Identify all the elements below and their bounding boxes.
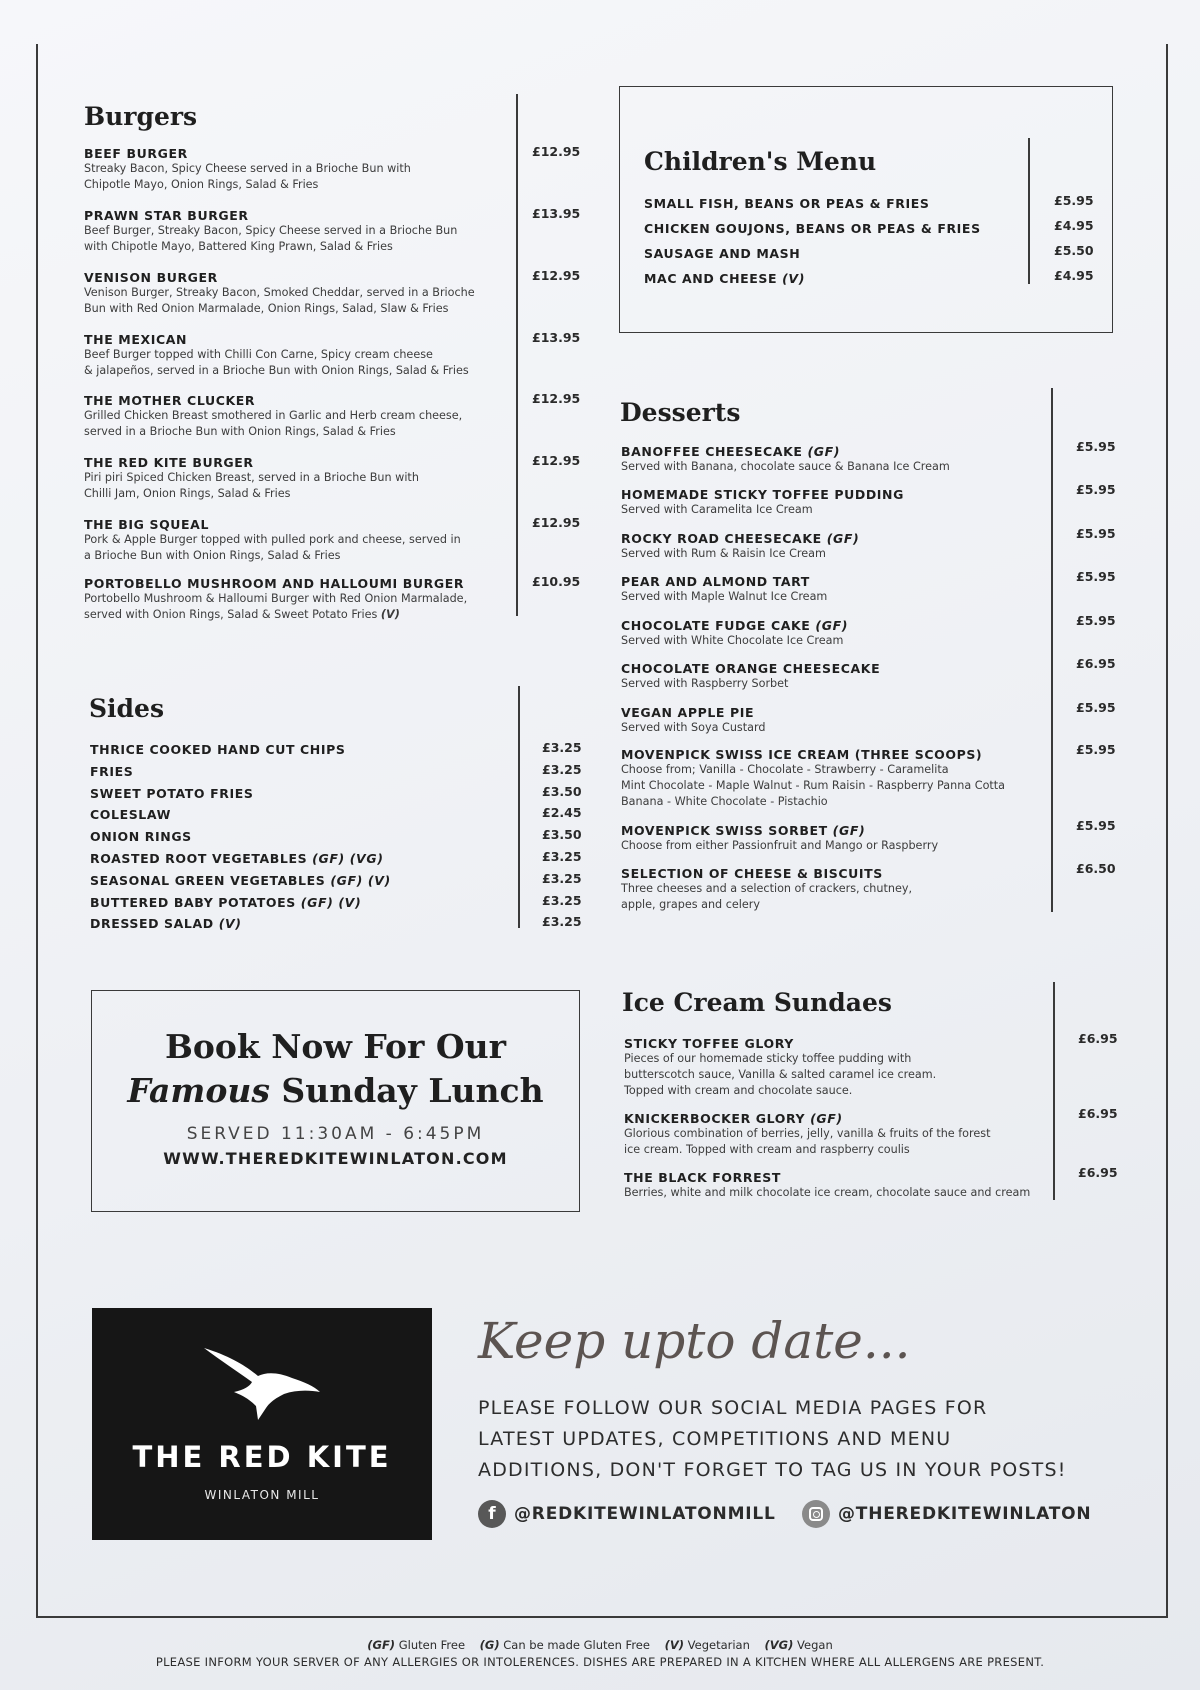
- item-desc: Berries, white and milk chocolate ice cream, chocolate sauce and cream: [624, 1186, 1031, 1199]
- menu-item: [84, 455, 419, 502]
- menu-item: [624, 1111, 990, 1158]
- side-item: [90, 742, 345, 757]
- item-price: £6.50: [1076, 861, 1116, 876]
- item-price: £6.95: [1078, 1031, 1118, 1046]
- kids-price: £4.95: [1054, 218, 1094, 233]
- item-desc: [84, 301, 475, 317]
- item-desc: Grilled Chicken Breast smothered in Garlic and Herb cream cheese,: [84, 409, 463, 422]
- item-name-row: [621, 531, 859, 546]
- item-name: ROCKY ROAD CHEESECAKE: [621, 531, 822, 546]
- item-desc: Choose from; Vanilla - Chocolate - Strawberry - Caramelita: [621, 763, 949, 776]
- menu-item: [84, 208, 457, 255]
- kids-price: £4.95: [1054, 268, 1094, 283]
- promo-famous: Famous: [127, 1071, 270, 1110]
- kids-name: MAC AND CHEESE: [644, 271, 778, 286]
- item-price: £6.95: [1078, 1165, 1118, 1180]
- item-name: THE MOTHER CLUCKER: [84, 393, 256, 408]
- menu-item: [621, 747, 1005, 810]
- promo-sunday-lunch: Sunday Lunch: [269, 1071, 544, 1110]
- item-price: £10.95: [532, 574, 581, 589]
- promo-line1: Book Now For Our: [165, 1027, 506, 1066]
- dietary-tag: (GF): [815, 618, 849, 633]
- item-name-row: [621, 661, 880, 676]
- item-price: £12.95: [532, 453, 581, 468]
- item-price: £12.95: [532, 515, 581, 530]
- menu-item: [621, 705, 766, 736]
- kids-name: CHICKEN GOUJONS, BEANS OR PEAS & FRIES: [644, 221, 981, 236]
- menu-item: [621, 487, 904, 518]
- side-price: £3.25: [542, 740, 582, 755]
- side-name: COLESLAW: [90, 807, 171, 822]
- item-price: £6.95: [1078, 1106, 1118, 1121]
- item-desc: Served with Raspberry Sorbet: [621, 677, 789, 690]
- facebook-link[interactable]: [478, 1500, 776, 1528]
- red-kite-logo: [92, 1308, 432, 1540]
- item-desc-text: with Chipotle Mayo, Battered King Prawn, Salad & Fries: [84, 240, 393, 253]
- item-desc: [84, 424, 462, 440]
- item-name: PRAWN STAR BURGER: [84, 208, 249, 223]
- instagram-link[interactable]: [802, 1500, 1091, 1528]
- item-desc-text: a Brioche Bun with Onion Rings, Salad & Fries: [84, 549, 341, 562]
- item-desc: [84, 177, 411, 193]
- item-desc: Mint Chocolate - Maple Walnut - Rum Raisin - Raspberry Panna Cotta: [621, 779, 1006, 792]
- allergen-key: [0, 1638, 1200, 1652]
- sundaes-heading: Ice Cream Sundaes: [622, 988, 892, 1017]
- item-price: £5.95: [1076, 439, 1116, 454]
- dietary-tag: (GF) (VG): [312, 851, 384, 866]
- menu-item: [84, 146, 411, 193]
- item-price: £13.95: [532, 206, 581, 221]
- item-name: PEAR AND ALMOND TART: [621, 574, 810, 589]
- menu-item: [621, 866, 912, 913]
- item-name-row: [624, 1036, 936, 1051]
- item-name: CHOCOLATE ORANGE CHEESECAKE: [621, 661, 881, 676]
- item-name: VEGAN APPLE PIE: [621, 705, 755, 720]
- kids-name: SMALL FISH, BEANS OR PEAS & FRIES: [644, 196, 930, 211]
- item-desc: Glorious combination of berries, jelly, vanilla & fruits of the forest: [624, 1127, 991, 1140]
- item-name: PORTOBELLO MUSHROOM AND HALLOUMI BURGER: [84, 576, 465, 591]
- item-name-row: [621, 705, 766, 720]
- key-v-tag: (V): [664, 1638, 684, 1652]
- item-name: MOVENPICK SWISS ICE CREAM (THREE SCOOPS): [621, 747, 983, 762]
- item-name-row: [624, 1170, 1030, 1185]
- keep-up-to-date: Keep upto date...: [478, 1312, 911, 1370]
- menu-item: [621, 823, 938, 854]
- dietary-tag: (GF): [807, 444, 841, 459]
- item-desc-text: served in a Brioche Bun with Onion Rings, Salad & Fries: [84, 425, 396, 438]
- menu-item: [84, 517, 461, 564]
- item-price: £5.95: [1076, 818, 1116, 833]
- side-price: £3.50: [542, 784, 582, 799]
- item-desc: Served with Caramelita Ice Cream: [621, 503, 813, 516]
- side-item: [90, 807, 171, 822]
- item-desc: ice cream. Topped with cream and raspberry coulis: [624, 1143, 910, 1156]
- item-name: THE BLACK FORREST: [624, 1170, 781, 1185]
- item-name: BEEF BURGER: [84, 146, 188, 161]
- childrens-divider: [1028, 138, 1030, 284]
- item-name-row: [621, 823, 938, 838]
- item-desc: [84, 486, 419, 502]
- side-name: THRICE COOKED HAND CUT CHIPS: [90, 742, 346, 757]
- item-name-row: [621, 574, 827, 589]
- item-name: STICKY TOFFEE GLORY: [624, 1036, 794, 1051]
- brand-name: THE RED KITE: [132, 1440, 392, 1474]
- instagram-handle: @THEREDKITEWINLATON: [838, 1504, 1092, 1524]
- kite-bird-icon: [200, 1342, 324, 1422]
- promo-url[interactable]: WWW.THEREDKITEWINLATON.COM: [163, 1149, 508, 1168]
- dietary-tag: (GF): [826, 531, 860, 546]
- menu-item: [624, 1170, 1030, 1201]
- item-name: KNICKERBOCKER GLORY: [624, 1111, 806, 1126]
- item-desc: [84, 607, 467, 623]
- item-price: £13.95: [532, 330, 581, 345]
- item-desc-text: Bun with Red Onion Marmalade, Onion Rings, Salad, Slaw & Fries: [84, 302, 449, 315]
- item-name-row: [621, 444, 950, 459]
- item-desc: Portobello Mushroom & Halloumi Burger with Red Onion Marmalade,: [84, 592, 468, 605]
- side-name: ROASTED ROOT VEGETABLES: [90, 851, 308, 866]
- item-desc: apple, grapes and celery: [621, 898, 760, 911]
- item-price: £5.95: [1076, 700, 1116, 715]
- follow-line1: PLEASE FOLLOW OUR SOCIAL MEDIA PAGES FOR: [478, 1397, 988, 1419]
- side-name: SWEET POTATO FRIES: [90, 786, 254, 801]
- facebook-icon: f: [478, 1500, 506, 1528]
- item-name: VENISON BURGER: [84, 270, 218, 285]
- key-g-tag: (G): [479, 1638, 500, 1652]
- menu-item: [84, 270, 475, 317]
- side-item: [90, 829, 192, 844]
- dietary-tag: (V): [782, 271, 806, 286]
- item-name: BANOFFEE CHEESECAKE: [621, 444, 803, 459]
- side-price: £3.25: [542, 871, 582, 886]
- item-desc: Served with Maple Walnut Ice Cream: [621, 590, 828, 603]
- side-name: ONION RINGS: [90, 829, 192, 844]
- side-item: [90, 851, 384, 866]
- facebook-handle: @REDKITEWINLATONMILL: [514, 1504, 776, 1524]
- kids-price: £5.50: [1054, 243, 1094, 258]
- item-desc: butterscotch sauce, Vanilla & salted caramel ice cream.: [624, 1068, 937, 1081]
- item-desc: Banana - White Chocolate - Pistachio: [621, 795, 828, 808]
- item-desc-text: Chipotle Mayo, Onion Rings, Salad & Fries: [84, 178, 319, 191]
- item-price: £12.95: [532, 391, 581, 406]
- item-name: THE MEXICAN: [84, 332, 188, 347]
- menu-item: [621, 574, 827, 605]
- item-desc: [84, 548, 461, 564]
- item-name: SELECTION OF CHEESE & BISCUITS: [621, 866, 883, 881]
- side-price: £3.25: [542, 893, 582, 908]
- sides-divider: [518, 686, 520, 928]
- sundaes-divider: [1053, 982, 1055, 1200]
- item-desc-text: & jalapeños, served in a Brioche Bun with Onion Rings, Salad & Fries: [84, 364, 469, 377]
- menu-item: [621, 531, 859, 562]
- item-price: £5.95: [1076, 742, 1116, 757]
- kids-item: [644, 271, 805, 286]
- item-name: CHOCOLATE FUDGE CAKE: [621, 618, 811, 633]
- side-name: SEASONAL GREEN VEGETABLES: [90, 873, 326, 888]
- side-price: £3.50: [542, 827, 582, 842]
- menu-item: [84, 332, 469, 379]
- follow-line3: ADDITIONS, DON'T FORGET TO TAG US IN YOUR POSTS!: [478, 1459, 1067, 1481]
- side-name: BUTTERED BABY POTATOES: [90, 895, 296, 910]
- side-item: [90, 786, 253, 801]
- item-name-row: [624, 1111, 990, 1126]
- item-desc: Pieces of our homemade sticky toffee pudding with: [624, 1052, 912, 1065]
- dietary-tag: (V): [218, 916, 242, 931]
- item-price: £5.95: [1076, 613, 1116, 628]
- item-name: THE BIG SQUEAL: [84, 517, 210, 532]
- item-desc: [84, 239, 457, 255]
- item-desc: Piri piri Spiced Chicken Breast, served in a Brioche Bun with: [84, 471, 419, 484]
- sides-heading: Sides: [89, 694, 165, 723]
- sunday-lunch-promo: [91, 990, 580, 1212]
- key-vg-tag: (VG): [764, 1638, 794, 1652]
- allergy-notice: PLEASE INFORM YOUR SERVER OF ANY ALLERGIES OR INTOLERENCES. DISHES ARE PREPARED IN A KITCHEN WHERE ALL ALLERGENS ARE PRESENT.: [155, 1655, 1045, 1669]
- dietary-tag: (V): [380, 608, 400, 621]
- brand-sub: WINLATON MILL: [204, 1488, 320, 1502]
- kids-item: [644, 221, 981, 236]
- item-desc: Pork & Apple Burger topped with pulled pork and cheese, served in: [84, 533, 461, 546]
- key-gf: Gluten Free: [395, 1638, 466, 1652]
- kids-name: SAUSAGE AND MASH: [644, 246, 801, 261]
- item-desc: Beef Burger, Streaky Bacon, Spicy Cheese served in a Brioche Bun: [84, 224, 458, 237]
- item-price: £6.95: [1076, 656, 1116, 671]
- item-name: HOMEMADE STICKY TOFFEE PUDDING: [621, 487, 904, 502]
- side-price: £3.25: [542, 762, 582, 777]
- item-name: MOVENPICK SWISS SORBET: [621, 823, 828, 838]
- side-item: [90, 916, 242, 931]
- item-name-row: [621, 747, 1005, 762]
- key-g: Can be made Gluten Free: [499, 1638, 650, 1652]
- item-price: £5.95: [1076, 569, 1116, 584]
- key-gf-tag: (GF): [367, 1638, 396, 1652]
- side-name: DRESSED SALAD: [90, 916, 214, 931]
- menu-item: [84, 576, 467, 623]
- desserts-divider: [1051, 388, 1053, 912]
- dietary-tag: (GF) (V): [300, 895, 362, 910]
- item-desc: [84, 363, 469, 379]
- item-price: £12.95: [532, 144, 581, 159]
- side-item: [90, 873, 391, 888]
- item-desc: Streaky Bacon, Spicy Cheese served in a Brioche Bun with: [84, 162, 411, 175]
- follow-line2: LATEST UPDATES, COMPETITIONS AND MENU: [478, 1428, 952, 1450]
- burgers-heading: Burgers: [84, 102, 198, 131]
- side-price: £3.25: [542, 849, 582, 864]
- item-desc: Three cheeses and a selection of crackers, chutney,: [621, 882, 913, 895]
- instagram-icon: [802, 1500, 830, 1528]
- item-desc-text: served with Onion Rings, Salad & Sweet Potato Fries: [84, 608, 378, 621]
- side-price: £3.25: [542, 914, 582, 929]
- item-name-row: [621, 618, 848, 633]
- kids-item: [644, 196, 929, 211]
- kids-item: [644, 246, 800, 261]
- dietary-tag: (GF) (V): [330, 873, 391, 888]
- menu-item: [621, 618, 848, 649]
- childrens-heading: Children's Menu: [644, 147, 877, 176]
- side-price: £2.45: [542, 805, 582, 820]
- menu-item: [84, 393, 462, 440]
- side-name: FRIES: [90, 764, 134, 779]
- item-desc: Served with Soya Custard: [621, 721, 766, 734]
- item-desc: Beef Burger topped with Chilli Con Carne, Spicy cream cheese: [84, 348, 433, 361]
- item-desc-text: Chilli Jam, Onion Rings, Salad & Fries: [84, 487, 291, 500]
- item-desc: Venison Burger, Streaky Bacon, Smoked Cheddar, served in a Brioche: [84, 286, 475, 299]
- item-price: £12.95: [532, 268, 581, 283]
- item-name-row: [621, 487, 904, 502]
- dietary-tag: (GF): [810, 1111, 843, 1126]
- side-item: [90, 895, 361, 910]
- item-desc: Served with White Chocolate Ice Cream: [621, 634, 844, 647]
- dietary-tag: (GF): [832, 823, 866, 838]
- menu-item: [621, 661, 880, 692]
- kids-price: £5.95: [1054, 193, 1094, 208]
- item-price: £5.95: [1076, 482, 1116, 497]
- item-name-row: [621, 866, 912, 881]
- item-name: THE RED KITE BURGER: [84, 455, 254, 470]
- item-desc: Choose from either Passionfruit and Mango or Raspberry: [621, 839, 939, 852]
- key-v: Vegetarian: [684, 1638, 750, 1652]
- promo-line2: [92, 1071, 579, 1110]
- item-price: £5.95: [1076, 526, 1116, 541]
- desserts-heading: Desserts: [620, 398, 741, 427]
- item-desc: Served with Banana, chocolate sauce & Banana Ice Cream: [621, 460, 950, 473]
- burgers-divider: [516, 94, 518, 616]
- menu-item: [621, 444, 950, 475]
- key-vg: Vegan: [793, 1638, 833, 1652]
- side-item: [90, 764, 133, 779]
- item-desc: Served with Rum & Raisin Ice Cream: [621, 547, 826, 560]
- menu-item: [624, 1036, 936, 1099]
- promo-served: SERVED 11:30AM - 6:45PM: [186, 1124, 485, 1144]
- item-desc: Topped with cream and chocolate sauce.: [624, 1084, 853, 1097]
